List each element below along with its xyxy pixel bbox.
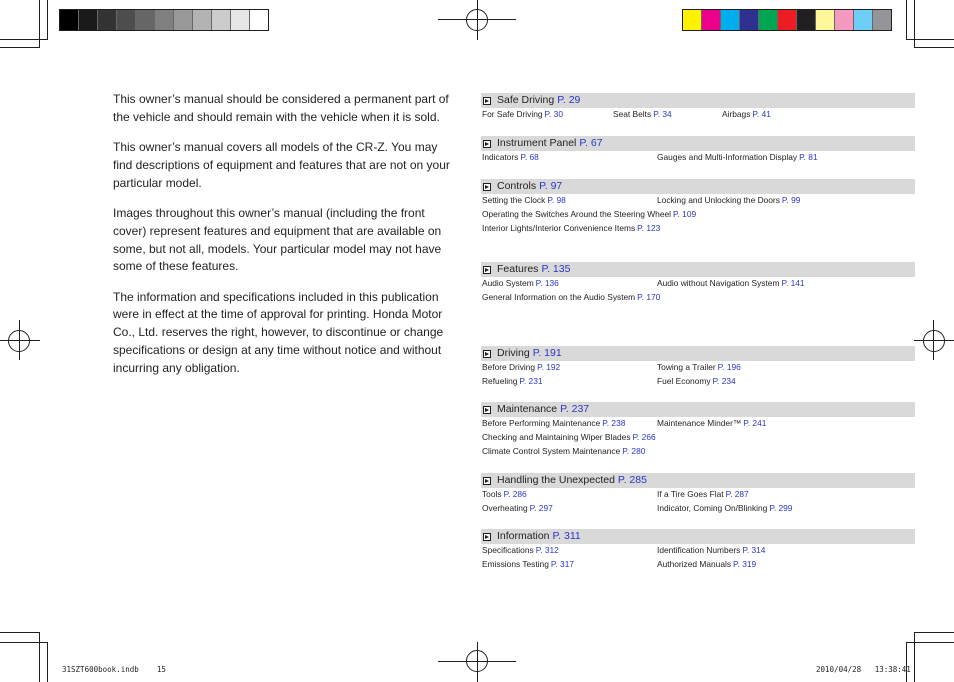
- toc-entry-label: Climate Control System Maintenance: [482, 445, 621, 456]
- section-header[interactable]: [481, 473, 915, 488]
- toc-entry[interactable]: [722, 108, 771, 122]
- toc-entry[interactable]: [657, 194, 800, 208]
- toc-row: [481, 208, 915, 222]
- toc-entry-page-link[interactable]: P. 141: [781, 278, 805, 288]
- toc-entry-page-link[interactable]: P. 192: [537, 362, 561, 372]
- color-swatch: [816, 10, 835, 30]
- toc-entry-label: For Safe Driving: [482, 109, 543, 119]
- section-title: Controls: [497, 180, 537, 192]
- toc-entry-label: Maintenance Minder™: [657, 418, 742, 428]
- toc-entry[interactable]: [657, 277, 805, 291]
- toc-entry-label: Indicator, Coming On/Blinking: [657, 502, 768, 513]
- toc-row: [481, 502, 915, 516]
- toc-entry[interactable]: [482, 208, 696, 222]
- toc-entry-label: Checking and Maintaining Wiper Blades: [482, 431, 631, 442]
- intro-text: [113, 91, 458, 390]
- toc-entry-label: Locking and Unlocking the Doors: [657, 195, 780, 205]
- intro-paragraph: The information and specifications included in this publication were in effect at the time of approval for printing. Honda Motor Co., Ltd. reserves the right, however, to discontinue or change specifications or design at any time without notice and without incurring any obligation.: [113, 289, 444, 375]
- toc-entry-label: Authorized Manuals: [657, 558, 732, 569]
- toc-entry-label: Audio without Navigation System: [657, 278, 780, 288]
- toc-section: [481, 179, 915, 235]
- toc-entry[interactable]: [657, 558, 756, 572]
- toc-section: [481, 262, 915, 305]
- toc-row: [481, 375, 915, 389]
- toc-entry-page-link[interactable]: P. 99: [781, 195, 801, 205]
- arrow-box-icon: [483, 350, 491, 358]
- toc-entry-label: Operating the Switches Around the Steering Wheel: [482, 208, 672, 219]
- section-title: Features: [497, 263, 539, 275]
- footer-time: 13:38:41: [874, 665, 911, 674]
- toc-entry-page-link[interactable]: P. 68: [520, 152, 539, 162]
- color-swatch: [79, 10, 98, 30]
- toc-entry-page-link[interactable]: P. 98: [547, 195, 566, 205]
- color-swatch: [873, 10, 891, 30]
- arrow-box-icon: [483, 533, 491, 541]
- toc-entry-label: Before Driving: [482, 362, 536, 372]
- toc-entry[interactable]: [657, 361, 741, 375]
- toc-entry-page-link[interactable]: P. 299: [769, 502, 793, 513]
- arrow-box-icon: [483, 97, 491, 105]
- section-page-link[interactable]: P. 285: [617, 474, 647, 486]
- color-swatch: [250, 10, 268, 30]
- toc-entry[interactable]: [482, 151, 539, 165]
- section-page-link[interactable]: P. 67: [579, 137, 603, 149]
- toc-entry-label: Fuel Economy: [657, 375, 711, 386]
- toc-entry[interactable]: [613, 108, 672, 122]
- toc-entry-page-link[interactable]: P. 312: [535, 545, 559, 555]
- section-title: Safe Driving: [497, 94, 555, 106]
- toc-entry-page-link[interactable]: P. 317: [550, 558, 575, 569]
- color-swatch: [797, 10, 816, 30]
- toc-entry[interactable]: [482, 375, 543, 389]
- toc-section: [481, 136, 915, 165]
- toc-entry-page-link[interactable]: P. 234: [712, 375, 736, 386]
- toc-row: [481, 151, 915, 165]
- color-swatch: [155, 10, 174, 30]
- toc-entry[interactable]: [482, 291, 660, 305]
- toc-entry[interactable]: [482, 431, 656, 445]
- arrow-box-icon: [483, 140, 491, 148]
- toc-entry-page-link[interactable]: P. 196: [717, 362, 741, 372]
- toc-entry-page-link[interactable]: P. 170: [637, 291, 661, 302]
- arrow-box-icon: [483, 406, 491, 414]
- section-page-link[interactable]: P. 135: [541, 263, 571, 275]
- color-swatch: [854, 10, 873, 30]
- toc-entry-label: Specifications: [482, 545, 534, 555]
- footer-timestamp: [816, 665, 911, 674]
- color-swatch: [231, 10, 250, 30]
- toc-entry-page-link[interactable]: P. 136: [535, 278, 559, 288]
- toc-entry-page-link[interactable]: P. 34: [653, 109, 672, 119]
- color-swatch: [702, 10, 721, 30]
- toc-entry-page-link[interactable]: P. 297: [529, 502, 553, 513]
- toc-entry[interactable]: [482, 445, 645, 459]
- toc-entry-page-link[interactable]: P. 123: [637, 222, 661, 233]
- intro-paragraph: This owner’s manual covers all models of the CR-Z. You may find descriptions of equipment and features that are not on your particular model.: [113, 140, 450, 190]
- toc-section: [481, 346, 915, 389]
- toc-section: [481, 93, 915, 122]
- section-title: Handling the Unexpected: [497, 474, 615, 486]
- toc-row: [481, 291, 915, 305]
- toc-entry-page-link[interactable]: P. 231: [519, 375, 543, 386]
- toc-entry-label: Indicators: [482, 152, 519, 162]
- section-header[interactable]: [481, 179, 915, 194]
- section-header[interactable]: [481, 346, 915, 361]
- arrow-box-icon: [483, 266, 491, 274]
- section-header[interactable]: [481, 262, 915, 277]
- toc-entry[interactable]: [482, 108, 563, 122]
- toc-entry-label: Before Performing Maintenance: [482, 418, 601, 428]
- arrow-box-icon: [483, 477, 491, 485]
- color-swatch: [193, 10, 212, 30]
- toc-entry[interactable]: [482, 502, 553, 516]
- toc-entry-label: Airbags: [722, 109, 751, 119]
- toc-entry-page-link[interactable]: P. 287: [725, 489, 749, 499]
- toc-entry[interactable]: [657, 417, 766, 431]
- toc-row: [481, 222, 915, 236]
- toc-row: [481, 558, 915, 572]
- toc-row: [481, 277, 915, 291]
- toc-entry-label: Tools: [482, 489, 502, 499]
- toc-row: [481, 108, 915, 122]
- section-page-link[interactable]: P. 191: [532, 347, 562, 359]
- section-header[interactable]: [481, 136, 915, 151]
- toc-section: [481, 529, 915, 572]
- toc-entry-label: General Information on the Audio System: [482, 291, 636, 302]
- toc-entry[interactable]: [482, 222, 660, 236]
- section-title: Driving: [497, 347, 530, 359]
- color-swatch: [174, 10, 193, 30]
- toc-entry-page-link[interactable]: P. 109: [673, 208, 697, 219]
- toc-entry-page-link[interactable]: P. 41: [752, 109, 771, 119]
- toc-entry-label: Identification Numbers: [657, 545, 741, 555]
- section-page-link[interactable]: P. 29: [557, 94, 581, 106]
- toc-entry[interactable]: [482, 277, 559, 291]
- section-page-link[interactable]: P. 97: [539, 180, 563, 192]
- intro-paragraph: This owner’s manual should be considered a permanent part of the vehicle and should remain with the vehicle when it is sold.: [113, 92, 449, 124]
- process-color-bar: [682, 9, 892, 31]
- section-title: Instrument Panel: [497, 137, 577, 149]
- toc-entry-label: Audio System: [482, 278, 534, 288]
- toc-entry[interactable]: [657, 544, 765, 558]
- toc-entry-label: Gauges and Multi-Information Display: [657, 152, 798, 162]
- grayscale-color-bar: [59, 9, 269, 31]
- toc-entry[interactable]: [482, 558, 574, 572]
- footer-filename: 31SZT600book.indb: [62, 665, 139, 674]
- toc-entry-page-link[interactable]: P. 241: [743, 418, 767, 428]
- toc-row: [481, 544, 915, 558]
- toc-entry[interactable]: [657, 151, 818, 165]
- intro-paragraph: Images throughout this owner’s manual (including the front cover) represent features and equipment that are available on some, but not all, models. Your particular model may not have some of these features.: [113, 205, 442, 274]
- toc-entry[interactable]: [657, 375, 736, 389]
- toc-entry-page-link[interactable]: P. 30: [544, 109, 563, 119]
- toc-entry-label: Refueling: [482, 375, 518, 386]
- toc-entry[interactable]: [482, 194, 566, 208]
- footer-date: 2010/04/28: [816, 665, 862, 674]
- color-swatch: [136, 10, 155, 30]
- footer-page: 15: [156, 665, 166, 674]
- toc-row: [481, 194, 915, 208]
- section-page-link[interactable]: P. 237: [560, 403, 590, 415]
- toc-row: [481, 445, 915, 459]
- toc-entry-page-link[interactable]: P. 314: [742, 545, 766, 555]
- toc-entry-page-link[interactable]: P. 238: [602, 418, 626, 428]
- color-swatch: [683, 10, 702, 30]
- footer-file: [62, 665, 166, 674]
- toc-entry-label: Towing a Trailer: [657, 362, 716, 372]
- color-swatch: [721, 10, 740, 30]
- toc-entry-page-link[interactable]: P. 319: [733, 558, 757, 569]
- toc-entry-page-link[interactable]: P. 280: [622, 445, 646, 456]
- toc-entry[interactable]: [482, 417, 625, 431]
- toc-section: [481, 402, 915, 458]
- toc-row: [481, 361, 915, 375]
- toc-row: [481, 417, 915, 431]
- toc-entry-label: If a Tire Goes Flat: [657, 489, 724, 499]
- color-swatch: [117, 10, 136, 30]
- color-swatch: [98, 10, 117, 30]
- toc-entry[interactable]: [482, 361, 560, 375]
- toc-entry[interactable]: [657, 502, 792, 516]
- toc-section: [481, 473, 915, 516]
- toc-entry-label: Setting the Clock: [482, 195, 546, 205]
- section-title: Maintenance: [497, 403, 558, 415]
- toc-entry[interactable]: [482, 488, 527, 502]
- toc-entry-label: Emissions Testing: [482, 558, 549, 569]
- toc-entry[interactable]: [657, 488, 749, 502]
- color-swatch: [835, 10, 854, 30]
- toc-entry-page-link[interactable]: P. 286: [503, 489, 527, 499]
- section-header[interactable]: [481, 93, 915, 108]
- color-swatch: [212, 10, 231, 30]
- toc-entry-page-link[interactable]: P. 81: [799, 152, 818, 162]
- arrow-box-icon: [483, 183, 491, 191]
- toc-entry-label: Seat Belts: [613, 109, 652, 119]
- section-header[interactable]: [481, 402, 915, 417]
- toc-entry-label: Overheating: [482, 502, 528, 513]
- toc-row: [481, 431, 915, 445]
- section-header[interactable]: [481, 529, 915, 544]
- color-swatch: [778, 10, 797, 30]
- color-swatch: [60, 10, 79, 30]
- section-title: Information: [497, 530, 550, 542]
- color-swatch: [740, 10, 759, 30]
- toc-row: [481, 488, 915, 502]
- color-swatch: [759, 10, 778, 30]
- toc-entry-label: Interior Lights/Interior Convenience Items: [482, 222, 636, 233]
- toc-entry-page-link[interactable]: P. 266: [632, 431, 656, 442]
- section-page-link[interactable]: P. 311: [552, 530, 581, 542]
- toc-entry[interactable]: [482, 544, 559, 558]
